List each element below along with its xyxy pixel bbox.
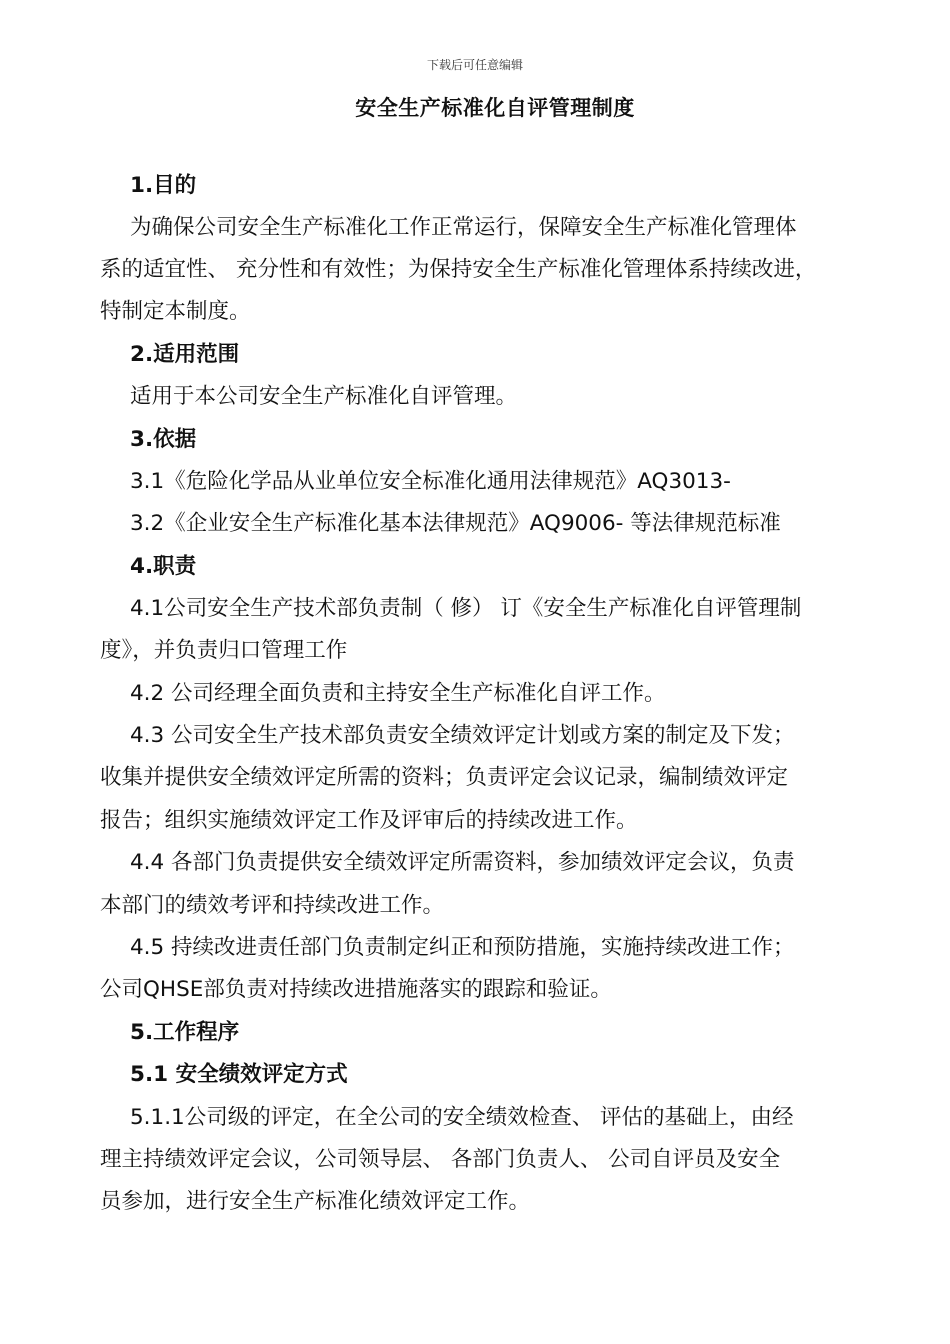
heading-procedure: 5.工作程序: [130, 1020, 240, 1045]
paragraph-line: 公司QHSE部负责对持续改进措施落实的跟踪和验证。: [100, 977, 612, 1002]
heading-duties: 4.职责: [130, 554, 197, 579]
paragraph-line: 4.5 持续改进责任部门负责制定纠正和预防措施，实施持续改进工作；: [130, 935, 795, 960]
subheading-evaluation-method: 5.1 安全绩效评定方式: [130, 1062, 348, 1087]
paragraph-line: 为确保公司安全生产标准化工作正常运行，保障安全生产标准化管理体: [130, 215, 797, 240]
paragraph-line: 报告；组织实施绩效评定工作及评审后的持续改进工作。: [100, 808, 638, 833]
paragraph-line: 度》，并负责归口管理工作: [100, 638, 348, 663]
header-note: 下载后可任意编辑: [426, 58, 523, 72]
heading-scope: 2.适用范围: [130, 342, 240, 367]
paragraph-line: 系的适宜性、 充分性和有效性；为保持安全生产标准化管理体系持续改进，: [100, 257, 817, 282]
paragraph-line: 本部门的绩效考评和持续改进工作。: [100, 893, 445, 918]
paragraph-line: 4.3 公司安全生产技术部负责安全绩效评定计划或方案的制定及下发；: [130, 723, 795, 748]
paragraph-line: 员参加，进行安全生产标准化绩效评定工作。: [100, 1189, 531, 1214]
paragraph-line: 4.1公司安全生产技术部负责制（ 修） 订《安全生产标准化自评管理制: [130, 596, 802, 621]
paragraph-line: 4.4 各部门负责提供安全绩效评定所需资料，参加绩效评定会议，负责: [130, 850, 795, 875]
paragraph-line: 理主持绩效评定会议，公司领导层、 各部门负责人、 公司自评员及安全: [100, 1147, 781, 1172]
document-title: 安全生产标准化自评管理制度: [355, 96, 635, 120]
paragraph-line: 4.2 公司经理全面负责和主持安全生产标准化自评工作。: [130, 681, 666, 706]
paragraph-line: 收集并提供安全绩效评定所需的资料；负责评定会议记录，编制绩效评定: [100, 765, 789, 790]
heading-purpose: 1.目的: [130, 173, 197, 198]
paragraph-line: 3.1《危险化学品从业单位安全标准化通用法律规范》AQ3013-: [130, 469, 731, 494]
paragraph-line: 3.2《企业安全生产标准化基本法律规范》AQ9006- 等法律规范标准: [130, 511, 781, 536]
paragraph-line: 特制定本制度。: [100, 299, 251, 324]
paragraph-line: 5.1.1公司级的评定，在全公司的安全绩效检查、 评估的基础上，由经: [130, 1105, 794, 1130]
heading-basis: 3.依据: [130, 427, 197, 452]
paragraph-line: 适用于本公司安全生产标准化自评管理。: [130, 384, 518, 409]
